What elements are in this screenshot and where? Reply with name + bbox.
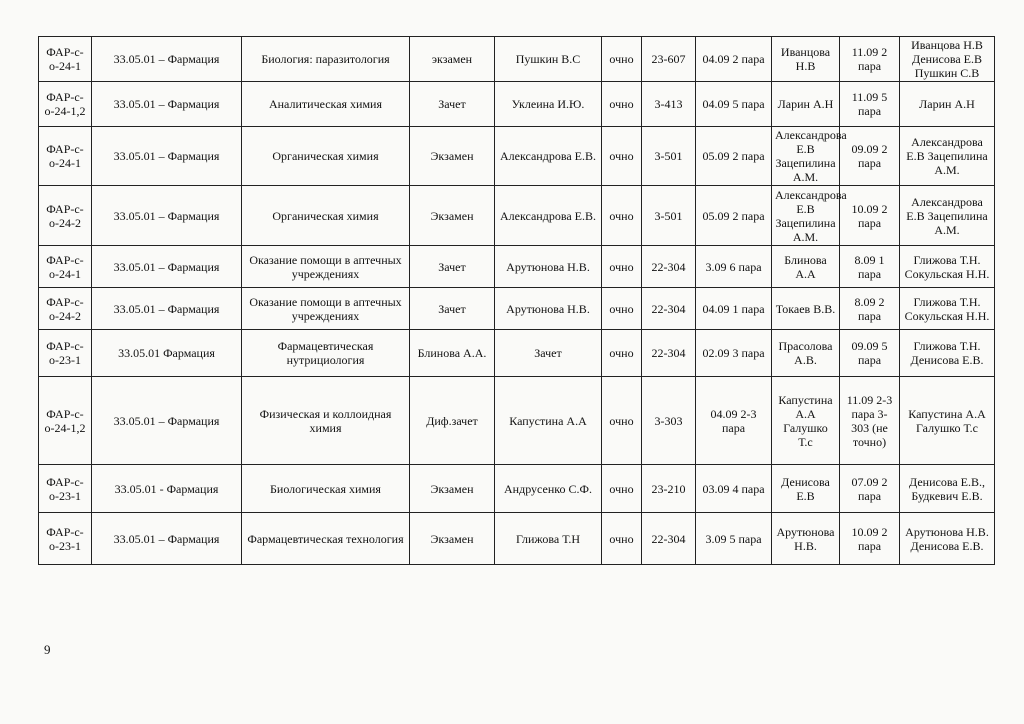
row-second-date: 8.09 2 пара [840, 288, 900, 330]
table-row [39, 82, 995, 127]
row-teacher: Глижова Т.Н [495, 513, 602, 565]
row-room: 3-303 [642, 377, 696, 465]
row-second-date: 8.09 1 пара [840, 246, 900, 288]
row-commission: Арутюнова Н.В. Денисова Е.В. [900, 513, 995, 565]
row-second-date: 10.09 2 пара [840, 513, 900, 565]
row-room: 22-304 [642, 288, 696, 330]
row-control-form: Экзамен [410, 127, 495, 186]
row-teacher: Пушкин В.С [495, 37, 602, 82]
row-control-form: Диф.зачет [410, 377, 495, 465]
row-first-date: 04.09 5 пара [696, 82, 772, 127]
row-study-mode: очно [602, 82, 642, 127]
row-teacher: Александрова Е.В. [495, 186, 602, 246]
row-study-mode: очно [602, 186, 642, 246]
row-first-date: 05.09 2 пара [696, 127, 772, 186]
table-row [39, 377, 995, 465]
row-study-mode: очно [602, 465, 642, 513]
row-control-form: Экзамен [410, 186, 495, 246]
schedule-body [39, 37, 995, 565]
row-discipline: Органическая химия [242, 186, 410, 246]
row-group: ФАР-с-о-24-2 [39, 288, 92, 330]
row-program-code: 33.05.01 – Фармация [92, 377, 242, 465]
row-teacher: Уклеина И.Ю. [495, 82, 602, 127]
row-group: ФАР-с-о-24-1 [39, 37, 92, 82]
row-discipline: Физическая и коллоидная химия [242, 377, 410, 465]
row-first-date: 04.09 2 пара [696, 37, 772, 82]
row-group: ФАР-с-о-24-1,2 [39, 82, 92, 127]
row-first-examiner: Арутюнова Н.В. [772, 513, 840, 565]
table-row [39, 330, 995, 377]
row-room: 3-501 [642, 186, 696, 246]
row-second-date: 11.09 2-3 пара 3-303 (не точно) [840, 377, 900, 465]
row-teacher: Арутюнова Н.В. [495, 288, 602, 330]
row-first-examiner: Денисова Е.В [772, 465, 840, 513]
row-group: ФАР-с-о-23-1 [39, 513, 92, 565]
row-first-examiner: Ларин А.Н [772, 82, 840, 127]
row-program-code: 33.05.01 – Фармация [92, 127, 242, 186]
row-first-date: 05.09 2 пара [696, 186, 772, 246]
row-commission: Александрова Е.В Зацепилина А.М. [900, 127, 995, 186]
row-room: 22-304 [642, 246, 696, 288]
row-commission: Денисова Е.В., Будкевич Е.В. [900, 465, 995, 513]
row-teacher: Арутюнова Н.В. [495, 246, 602, 288]
row-room: 22-304 [642, 330, 696, 377]
row-first-examiner: Блинова А.А [772, 246, 840, 288]
row-teacher: Капустина А.А [495, 377, 602, 465]
row-program-code: 33.05.01 - Фармация [92, 465, 242, 513]
page-number: 9 [44, 642, 51, 657]
row-control-form: Экзамен [410, 513, 495, 565]
row-commission: Ларин А.Н [900, 82, 995, 127]
row-commission: Капустина А.А Галушко Т.с [900, 377, 995, 465]
row-study-mode: очно [602, 246, 642, 288]
row-control-form: Зачет [410, 288, 495, 330]
table-row [39, 186, 995, 246]
exam-schedule-table [38, 36, 995, 565]
row-control-form: Блинова А.А. [410, 330, 495, 377]
row-control-form: Зачет [410, 246, 495, 288]
table-row [39, 37, 995, 82]
row-group: ФАР-с-о-24-1 [39, 246, 92, 288]
row-study-mode: очно [602, 37, 642, 82]
table-row [39, 127, 995, 186]
row-first-date: 03.09 4 пара [696, 465, 772, 513]
row-study-mode: очно [602, 513, 642, 565]
row-second-date: 07.09 2 пара [840, 465, 900, 513]
row-first-examiner: Иванцова Н.В [772, 37, 840, 82]
row-commission: Глижова Т.Н. Сокульская Н.Н. [900, 246, 995, 288]
row-study-mode: очно [602, 330, 642, 377]
row-second-date: 09.09 5 пара [840, 330, 900, 377]
row-second-date: 11.09 5 пара [840, 82, 900, 127]
row-program-code: 33.05.01 – Фармация [92, 288, 242, 330]
row-teacher: Александрова Е.В. [495, 127, 602, 186]
row-first-date: 3.09 5 пара [696, 513, 772, 565]
row-room: 3-501 [642, 127, 696, 186]
row-first-examiner: Токаев В.В. [772, 288, 840, 330]
row-discipline: Фармацевтическая нутрициология [242, 330, 410, 377]
row-discipline: Биология: паразитология [242, 37, 410, 82]
row-commission: Иванцова Н.В Денисова Е.В Пушкин С.В [900, 37, 995, 82]
table-row [39, 288, 995, 330]
row-program-code: 33.05.01 – Фармация [92, 513, 242, 565]
row-first-date: 04.09 2-3 пара [696, 377, 772, 465]
row-discipline: Фармацевтическая технология [242, 513, 410, 565]
row-program-code: 33.05.01 – Фармация [92, 186, 242, 246]
row-discipline: Аналитическая химия [242, 82, 410, 127]
row-study-mode: очно [602, 127, 642, 186]
table-row [39, 246, 995, 288]
row-room: 3-413 [642, 82, 696, 127]
row-group: ФАР-с-о-24-1,2 [39, 377, 92, 465]
table-row [39, 465, 995, 513]
row-second-date: 09.09 2 пара [840, 127, 900, 186]
row-first-examiner: Александрова Е.В Зацепилина А.М. [772, 186, 840, 246]
row-program-code: 33.05.01 – Фармация [92, 37, 242, 82]
row-group: ФАР-с-о-24-2 [39, 186, 92, 246]
row-first-examiner: Капустина А.А Галушко Т.с [772, 377, 840, 465]
row-program-code: 33.05.01 Фармация [92, 330, 242, 377]
row-program-code: 33.05.01 – Фармация [92, 246, 242, 288]
row-commission: Глижова Т.Н. Сокульская Н.Н. [900, 288, 995, 330]
row-study-mode: очно [602, 377, 642, 465]
row-control-form: экзамен [410, 37, 495, 82]
row-teacher: Андрусенко С.Ф. [495, 465, 602, 513]
row-study-mode: очно [602, 288, 642, 330]
row-first-date: 02.09 3 пара [696, 330, 772, 377]
row-control-form: Экзамен [410, 465, 495, 513]
table-row [39, 513, 995, 565]
row-teacher: Зачет [495, 330, 602, 377]
row-room: 22-304 [642, 513, 696, 565]
row-first-date: 04.09 1 пара [696, 288, 772, 330]
row-discipline: Оказание помощи в аптечных учреждениях [242, 288, 410, 330]
row-first-date: 3.09 6 пара [696, 246, 772, 288]
row-commission: Александрова Е.В Зацепилина А.М. [900, 186, 995, 246]
row-room: 23-607 [642, 37, 696, 82]
row-group: ФАР-с-о-23-1 [39, 330, 92, 377]
row-room: 23-210 [642, 465, 696, 513]
row-first-examiner: Прасолова А.В. [772, 330, 840, 377]
row-second-date: 10.09 2 пара [840, 186, 900, 246]
row-group: ФАР-с-о-24-1 [39, 127, 92, 186]
row-discipline: Органическая химия [242, 127, 410, 186]
row-commission: Глижова Т.Н. Денисова Е.В. [900, 330, 995, 377]
row-first-examiner: Александрова Е.В Зацепилина А.М. [772, 127, 840, 186]
row-control-form: Зачет [410, 82, 495, 127]
row-second-date: 11.09 2 пара [840, 37, 900, 82]
row-group: ФАР-с-о-23-1 [39, 465, 92, 513]
row-discipline: Оказание помощи в аптечных учреждениях [242, 246, 410, 288]
row-discipline: Биологическая химия [242, 465, 410, 513]
row-program-code: 33.05.01 – Фармация [92, 82, 242, 127]
